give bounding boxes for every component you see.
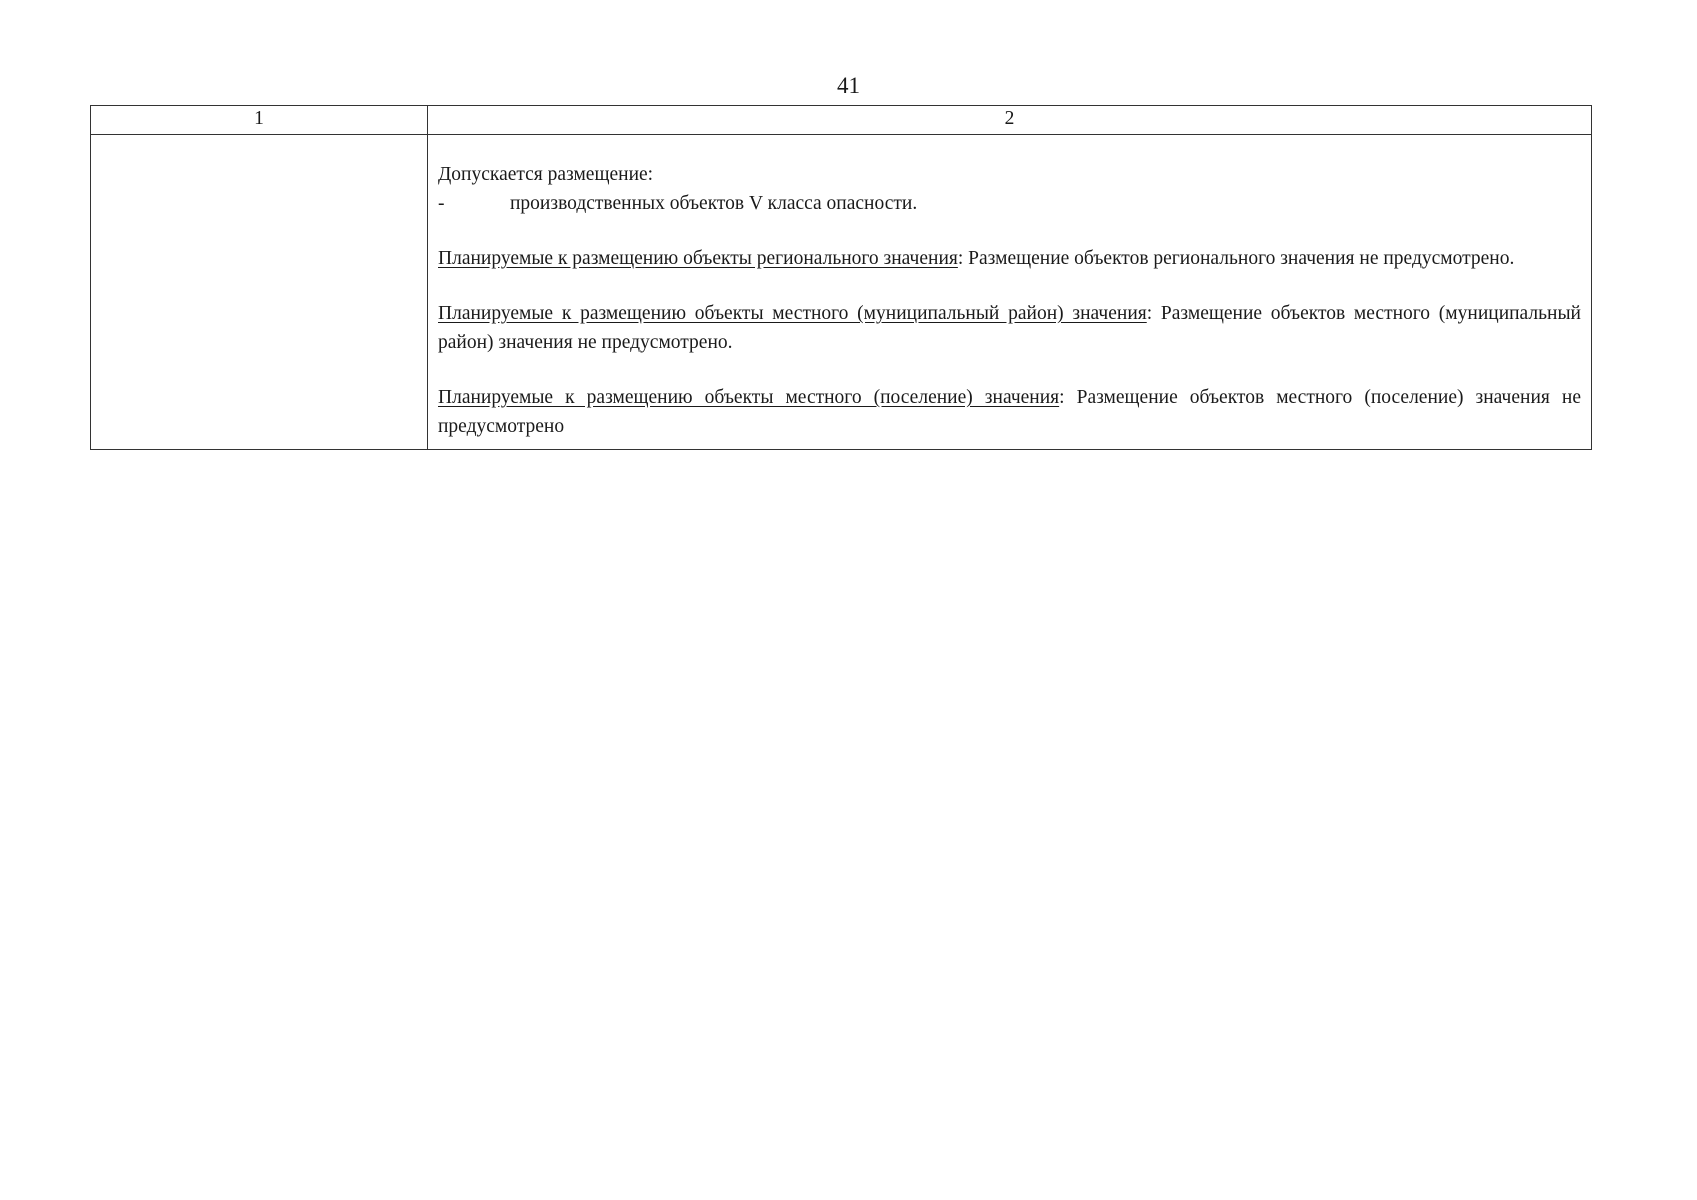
list-item-text: производственных объектов V класса опасности. <box>510 193 918 214</box>
page-number: 41 <box>837 73 860 98</box>
document-table <box>90 105 1592 450</box>
settlement-objects-paragraph <box>438 383 1581 441</box>
list-dash: - <box>438 193 445 214</box>
row-cell-2 <box>428 135 1592 450</box>
list-item <box>438 189 1581 218</box>
district-objects-text: Размещение объектов местного (муниципальный район) значения не предусмотрено. <box>438 303 1581 353</box>
regional-objects-text: Размещение объектов регионального значения не предусмотрено. <box>968 248 1515 269</box>
permitted-placement-block <box>438 160 1581 218</box>
district-objects-paragraph <box>438 299 1581 357</box>
regional-objects-paragraph <box>438 244 1581 273</box>
header-cell-2: 2 <box>428 106 1592 135</box>
header-cell-1: 1 <box>91 106 428 135</box>
district-objects-heading: Планируемые к размещению объекты местного (муниципальный район) значения <box>438 303 1147 324</box>
settlement-objects-heading: Планируемые к размещению объекты местного (поселение) значения <box>438 387 1060 408</box>
settlement-objects-separator: : <box>1059 387 1077 408</box>
regional-objects-heading: Планируемые к размещению объекты регионального значения <box>438 248 958 269</box>
permitted-placement-intro: Допускается размещение: <box>438 164 654 185</box>
district-objects-separator: : <box>1146 303 1161 324</box>
table-header-row <box>91 106 1592 135</box>
row-cell-1 <box>91 135 428 450</box>
regional-objects-separator: : <box>957 248 969 269</box>
table-row <box>91 135 1592 450</box>
settlement-objects-text: Размещение объектов местного (поселение) значения не предусмотрено <box>438 387 1581 437</box>
